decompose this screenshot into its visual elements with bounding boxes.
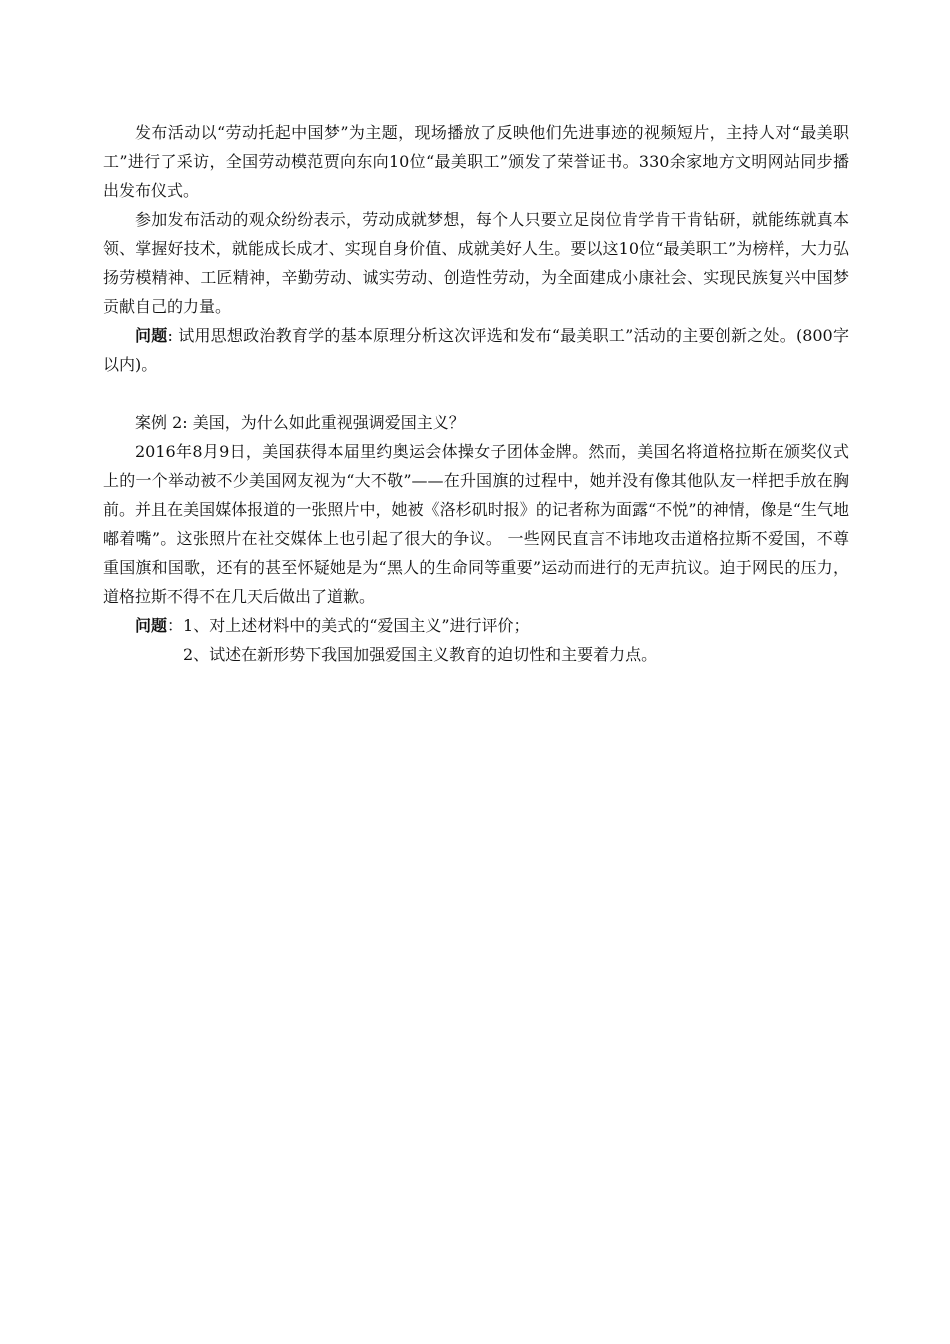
case2-question-1 [103, 611, 849, 640]
section-spacer [103, 379, 849, 408]
case2-question-label: 问题 [135, 616, 168, 635]
case2-question-1-text: ：1、对上述材料中的美式的“爱国主义”进行评价； [167, 616, 530, 635]
case1-paragraph-1: 发布活动以“劳动托起中国梦”为主题，现场播放了反映他们先进事迹的视频短片，主持人对“最美职工”进行了采访，全国劳动模范贾向东向10位“最美职工”颁发了荣誉证书。330余家地方文明网站同步播出发布仪式。 [103, 123, 849, 200]
case2-title-text: 2: 美国，为什么如此重视强调爱国主义？ [167, 413, 465, 432]
case1-question-text: : 试用思想政治教育学的基本原理分析这次评选和发布“最美职工”活动的主要创新之处。(800字以内)。 [103, 326, 849, 374]
case2-title-label: 案例 [135, 413, 168, 432]
case2-paragraph-1: 2016年8月9日，美国获得本届里约奥运会体操女子团体金牌。然而，美国名将道格拉斯在颁奖仪式上的一个举动被不少美国网友视为“大不敬”——在升国旗的过程中，她并没有像其他队友一样把手放在胸前。并且在美国媒体报道的一张照片中，她被《洛杉矶时报》的记者称为面露“不悦”的神情，像是“生气地嘟着嘴”。这张照片在社交媒体上也引起了很大的争议。 一些网民直言不讳地攻击道格拉斯不爱国，不尊重国旗和国歌，还有的甚至怀疑她是为“黑人的生命同等重要”运动而进行的无声抗议。迫于网民的压力，道格拉斯不得不在几天后做出了道歉。 [103, 442, 849, 606]
document-page [103, 118, 849, 669]
case1-paragraph-2: 参加发布活动的观众纷纷表示，劳动成就梦想，每个人只要立足岗位肯学肯干肯钻研，就能练就真本领、掌握好技术，就能成长成才、实现自身价值、成就美好人生。要以这10位“最美职工”为榜样，大力弘扬劳模精神、工匠精神，辛勤劳动、诚实劳动、创造性劳动，为全面建成小康社会、实现民族复兴中国梦贡献自己的力量。 [103, 210, 849, 316]
case2-title [103, 408, 849, 437]
case2-question-2: 2、试述在新形势下我国加强爱国主义教育的迫切性和主要着力点。 [183, 645, 658, 664]
case1-question [103, 321, 849, 379]
case1-question-label: 问题 [135, 326, 168, 345]
